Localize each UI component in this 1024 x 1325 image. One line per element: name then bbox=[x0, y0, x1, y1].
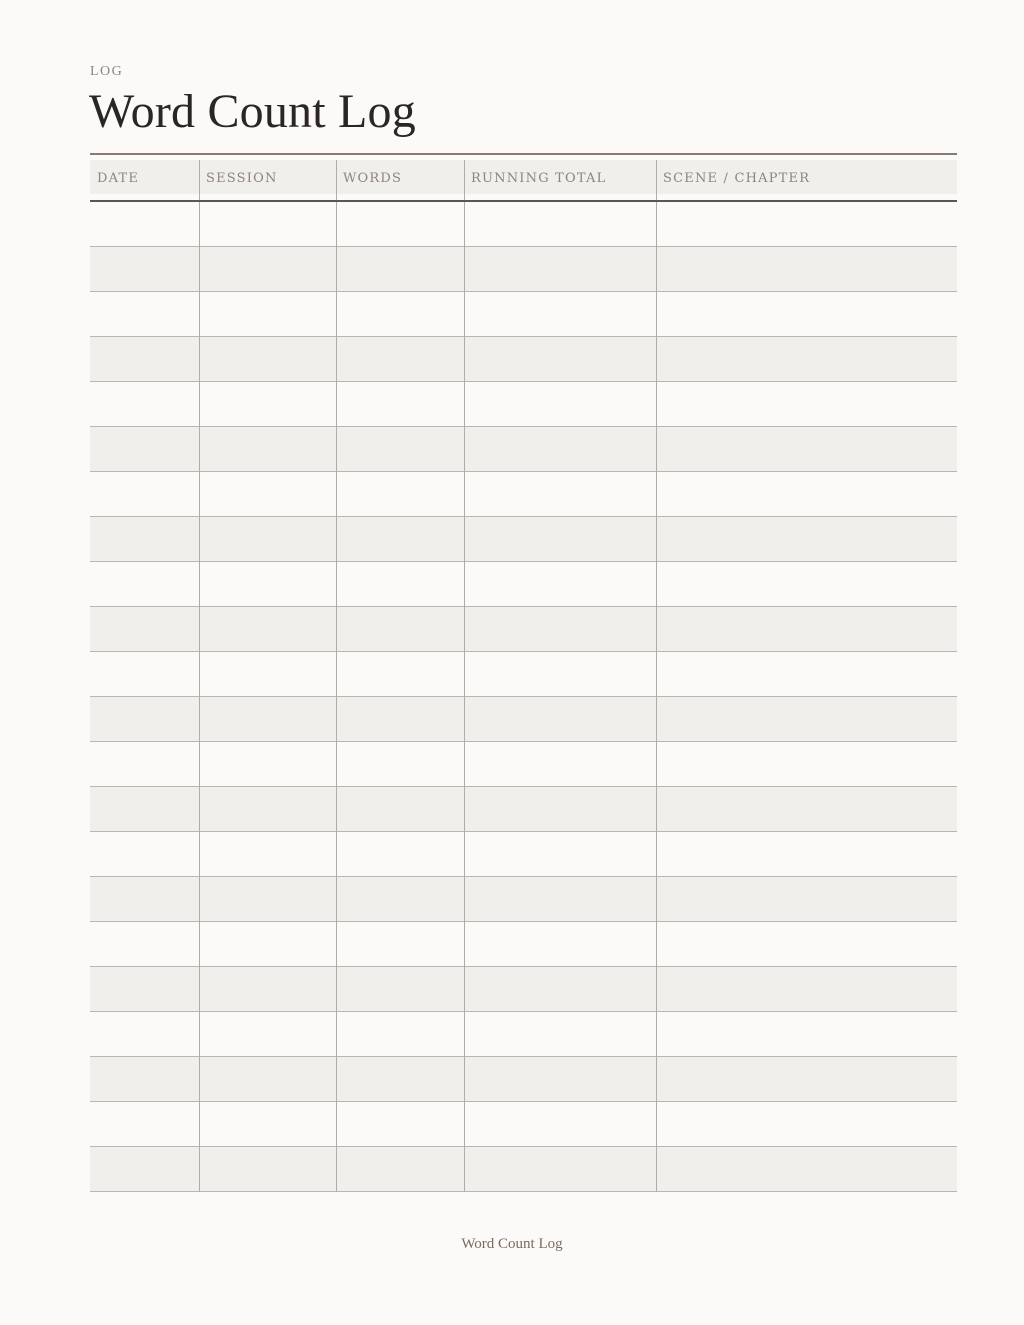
cell-date[interactable] bbox=[90, 1102, 199, 1146]
column-divider bbox=[199, 1102, 200, 1147]
cell-date[interactable] bbox=[90, 202, 199, 246]
cell-running-total[interactable] bbox=[464, 877, 656, 921]
table-row bbox=[90, 562, 957, 607]
page-title: Word Count Log bbox=[89, 85, 416, 138]
cell-session[interactable] bbox=[199, 877, 336, 921]
table-row bbox=[90, 787, 957, 832]
cell-date[interactable] bbox=[90, 472, 199, 516]
cell-scene-chapter[interactable] bbox=[656, 427, 957, 471]
column-divider bbox=[199, 877, 200, 922]
cell-date[interactable] bbox=[90, 247, 199, 291]
column-divider bbox=[336, 472, 337, 517]
column-divider bbox=[336, 1012, 337, 1057]
cell-session[interactable] bbox=[199, 1147, 336, 1191]
cell-date[interactable] bbox=[90, 787, 199, 831]
column-divider bbox=[199, 787, 200, 832]
column-header-running-total: RUNNING TOTAL bbox=[471, 171, 607, 186]
cell-scene-chapter[interactable] bbox=[656, 247, 957, 291]
header-column-divider bbox=[656, 194, 657, 200]
column-divider bbox=[199, 337, 200, 382]
cell-session[interactable] bbox=[199, 1012, 336, 1056]
column-divider bbox=[656, 967, 657, 1012]
header-column-divider bbox=[199, 194, 200, 200]
cell-scene-chapter[interactable] bbox=[656, 742, 957, 786]
cell-scene-chapter[interactable] bbox=[656, 877, 957, 921]
column-divider bbox=[656, 1012, 657, 1057]
column-divider bbox=[199, 607, 200, 652]
cell-session[interactable] bbox=[199, 337, 336, 381]
cell-running-total[interactable] bbox=[464, 787, 656, 831]
header-spacer bbox=[90, 194, 957, 200]
table-row bbox=[90, 427, 957, 472]
column-divider bbox=[656, 742, 657, 787]
column-divider bbox=[336, 1147, 337, 1192]
cell-running-total[interactable] bbox=[464, 382, 656, 426]
column-divider bbox=[464, 877, 465, 922]
cell-scene-chapter[interactable] bbox=[656, 1012, 957, 1056]
column-divider bbox=[464, 922, 465, 967]
cell-words[interactable] bbox=[336, 652, 464, 696]
cell-scene-chapter[interactable] bbox=[656, 922, 957, 966]
cell-scene-chapter[interactable] bbox=[656, 967, 957, 1011]
cell-words[interactable] bbox=[336, 1102, 464, 1146]
cell-date[interactable] bbox=[90, 697, 199, 741]
column-divider bbox=[199, 967, 200, 1012]
title-divider bbox=[90, 153, 957, 155]
column-divider bbox=[199, 472, 200, 517]
column-divider bbox=[199, 652, 200, 697]
column-divider bbox=[464, 967, 465, 1012]
table-row bbox=[90, 517, 957, 562]
column-header-date: DATE bbox=[97, 171, 140, 186]
cell-running-total[interactable] bbox=[464, 202, 656, 246]
cell-date[interactable] bbox=[90, 292, 199, 336]
cell-date[interactable] bbox=[90, 1057, 199, 1101]
column-header-session: SESSION bbox=[206, 171, 278, 186]
table-body bbox=[90, 202, 957, 1192]
cell-date[interactable] bbox=[90, 607, 199, 651]
header-column-divider bbox=[464, 160, 465, 194]
cell-words[interactable] bbox=[336, 1147, 464, 1191]
column-divider bbox=[464, 472, 465, 517]
cell-running-total[interactable] bbox=[464, 697, 656, 741]
cell-words[interactable] bbox=[336, 877, 464, 921]
column-divider bbox=[199, 427, 200, 472]
column-divider bbox=[336, 1102, 337, 1147]
cell-session[interactable] bbox=[199, 742, 336, 786]
column-divider bbox=[199, 562, 200, 607]
column-divider bbox=[656, 1057, 657, 1102]
cell-words[interactable] bbox=[336, 1057, 464, 1101]
cell-date[interactable] bbox=[90, 877, 199, 921]
cell-session[interactable] bbox=[199, 247, 336, 291]
column-divider bbox=[336, 1057, 337, 1102]
cell-session[interactable] bbox=[199, 202, 336, 246]
column-divider bbox=[464, 517, 465, 562]
cell-session[interactable] bbox=[199, 607, 336, 651]
column-divider bbox=[464, 832, 465, 877]
column-divider bbox=[336, 922, 337, 967]
cell-date[interactable] bbox=[90, 337, 199, 381]
cell-scene-chapter[interactable] bbox=[656, 202, 957, 246]
column-divider bbox=[199, 247, 200, 292]
table-row bbox=[90, 742, 957, 787]
column-divider bbox=[464, 292, 465, 337]
column-divider bbox=[199, 382, 200, 427]
cell-date[interactable] bbox=[90, 562, 199, 606]
column-divider bbox=[464, 697, 465, 742]
cell-scene-chapter[interactable] bbox=[656, 787, 957, 831]
cell-running-total[interactable] bbox=[464, 922, 656, 966]
table-row bbox=[90, 1057, 957, 1102]
page-footer: Word Count Log bbox=[461, 1236, 563, 1252]
table-row bbox=[90, 202, 957, 247]
column-divider bbox=[656, 247, 657, 292]
cell-running-total[interactable] bbox=[464, 1102, 656, 1146]
cell-date[interactable] bbox=[90, 742, 199, 786]
column-divider bbox=[656, 922, 657, 967]
cell-running-total[interactable] bbox=[464, 652, 656, 696]
table-row bbox=[90, 472, 957, 517]
table-row bbox=[90, 247, 957, 292]
table-header-row bbox=[90, 160, 957, 194]
column-divider bbox=[464, 202, 465, 247]
column-divider bbox=[656, 832, 657, 877]
cell-session[interactable] bbox=[199, 427, 336, 471]
cell-session[interactable] bbox=[199, 697, 336, 741]
cell-running-total[interactable] bbox=[464, 742, 656, 786]
header-column-divider bbox=[336, 160, 337, 194]
cell-scene-chapter[interactable] bbox=[656, 1057, 957, 1101]
table-row bbox=[90, 1147, 957, 1192]
cell-scene-chapter[interactable] bbox=[656, 337, 957, 381]
column-divider bbox=[336, 427, 337, 472]
table-row bbox=[90, 1012, 957, 1057]
table-row bbox=[90, 922, 957, 967]
column-divider bbox=[336, 247, 337, 292]
cell-date[interactable] bbox=[90, 1012, 199, 1056]
column-divider bbox=[199, 742, 200, 787]
cell-date[interactable] bbox=[90, 1147, 199, 1191]
column-divider bbox=[464, 1057, 465, 1102]
column-divider bbox=[464, 427, 465, 472]
column-divider bbox=[199, 1147, 200, 1192]
column-divider bbox=[336, 967, 337, 1012]
table-row bbox=[90, 967, 957, 1012]
cell-date[interactable] bbox=[90, 427, 199, 471]
column-divider bbox=[656, 607, 657, 652]
cell-words[interactable] bbox=[336, 427, 464, 471]
column-divider bbox=[464, 382, 465, 427]
column-divider bbox=[336, 877, 337, 922]
cell-running-total[interactable] bbox=[464, 1057, 656, 1101]
column-divider bbox=[199, 517, 200, 562]
table-row bbox=[90, 292, 957, 337]
column-divider bbox=[336, 202, 337, 247]
cell-scene-chapter[interactable] bbox=[656, 562, 957, 606]
column-divider bbox=[199, 697, 200, 742]
column-divider bbox=[656, 652, 657, 697]
cell-session[interactable] bbox=[199, 652, 336, 696]
cell-session[interactable] bbox=[199, 292, 336, 336]
cell-words[interactable] bbox=[336, 562, 464, 606]
cell-scene-chapter[interactable] bbox=[656, 1147, 957, 1191]
cell-scene-chapter[interactable] bbox=[656, 292, 957, 336]
cell-words[interactable] bbox=[336, 517, 464, 561]
column-divider bbox=[336, 292, 337, 337]
cell-running-total[interactable] bbox=[464, 832, 656, 876]
column-divider bbox=[656, 517, 657, 562]
column-header-words: WORDS bbox=[343, 171, 403, 186]
column-divider bbox=[336, 517, 337, 562]
cell-session[interactable] bbox=[199, 562, 336, 606]
column-divider bbox=[656, 202, 657, 247]
column-divider bbox=[464, 742, 465, 787]
cell-scene-chapter[interactable] bbox=[656, 517, 957, 561]
column-divider bbox=[336, 652, 337, 697]
column-divider bbox=[199, 1012, 200, 1057]
column-divider bbox=[464, 652, 465, 697]
column-divider bbox=[199, 202, 200, 247]
cell-scene-chapter[interactable] bbox=[656, 652, 957, 696]
cell-date[interactable] bbox=[90, 832, 199, 876]
column-divider bbox=[656, 1102, 657, 1147]
column-divider bbox=[656, 337, 657, 382]
cell-words[interactable] bbox=[336, 382, 464, 426]
column-divider bbox=[464, 337, 465, 382]
cell-words[interactable] bbox=[336, 922, 464, 966]
cell-words[interactable] bbox=[336, 697, 464, 741]
table-row bbox=[90, 832, 957, 877]
column-divider bbox=[199, 832, 200, 877]
header-column-divider bbox=[199, 160, 200, 194]
cell-words[interactable] bbox=[336, 202, 464, 246]
cell-running-total[interactable] bbox=[464, 517, 656, 561]
column-divider bbox=[656, 427, 657, 472]
header-column-divider bbox=[336, 194, 337, 200]
cell-words[interactable] bbox=[336, 967, 464, 1011]
cell-words[interactable] bbox=[336, 607, 464, 651]
column-divider bbox=[656, 877, 657, 922]
column-divider bbox=[336, 382, 337, 427]
column-divider bbox=[656, 697, 657, 742]
table-row bbox=[90, 697, 957, 742]
table-row bbox=[90, 382, 957, 427]
cell-words[interactable] bbox=[336, 1012, 464, 1056]
column-divider bbox=[336, 742, 337, 787]
column-divider bbox=[656, 292, 657, 337]
column-divider bbox=[199, 922, 200, 967]
cell-words[interactable] bbox=[336, 247, 464, 291]
cell-running-total[interactable] bbox=[464, 607, 656, 651]
header-column-divider bbox=[464, 194, 465, 200]
cell-date[interactable] bbox=[90, 382, 199, 426]
cell-session[interactable] bbox=[199, 517, 336, 561]
cell-date[interactable] bbox=[90, 517, 199, 561]
cell-scene-chapter[interactable] bbox=[656, 1102, 957, 1146]
column-divider bbox=[656, 382, 657, 427]
table-row bbox=[90, 337, 957, 382]
column-divider bbox=[464, 562, 465, 607]
page-eyebrow-label: LOG bbox=[90, 64, 124, 79]
column-divider bbox=[464, 1012, 465, 1057]
column-divider bbox=[656, 472, 657, 517]
cell-scene-chapter[interactable] bbox=[656, 472, 957, 516]
cell-running-total[interactable] bbox=[464, 472, 656, 516]
cell-session[interactable] bbox=[199, 472, 336, 516]
column-divider bbox=[336, 337, 337, 382]
cell-session[interactable] bbox=[199, 787, 336, 831]
cell-running-total[interactable] bbox=[464, 427, 656, 471]
column-divider bbox=[336, 562, 337, 607]
table-row bbox=[90, 607, 957, 652]
cell-scene-chapter[interactable] bbox=[656, 382, 957, 426]
cell-scene-chapter[interactable] bbox=[656, 607, 957, 651]
cell-session[interactable] bbox=[199, 382, 336, 426]
cell-running-total[interactable] bbox=[464, 1012, 656, 1056]
table-row bbox=[90, 652, 957, 697]
cell-words[interactable] bbox=[336, 787, 464, 831]
column-divider bbox=[336, 832, 337, 877]
cell-session[interactable] bbox=[199, 922, 336, 966]
cell-scene-chapter[interactable] bbox=[656, 697, 957, 741]
header-column-divider bbox=[656, 160, 657, 194]
cell-words[interactable] bbox=[336, 742, 464, 786]
cell-running-total[interactable] bbox=[464, 247, 656, 291]
cell-session[interactable] bbox=[199, 1057, 336, 1101]
cell-words[interactable] bbox=[336, 337, 464, 381]
column-divider bbox=[336, 787, 337, 832]
column-header-scene-chapter: SCENE / CHAPTER bbox=[663, 171, 811, 186]
cell-words[interactable] bbox=[336, 472, 464, 516]
column-divider bbox=[464, 1102, 465, 1147]
column-divider bbox=[464, 247, 465, 292]
cell-running-total[interactable] bbox=[464, 1147, 656, 1191]
cell-session[interactable] bbox=[199, 832, 336, 876]
cell-date[interactable] bbox=[90, 967, 199, 1011]
cell-running-total[interactable] bbox=[464, 337, 656, 381]
cell-running-total[interactable] bbox=[464, 292, 656, 336]
column-divider bbox=[656, 562, 657, 607]
cell-date[interactable] bbox=[90, 652, 199, 696]
table-row bbox=[90, 1102, 957, 1147]
cell-running-total[interactable] bbox=[464, 967, 656, 1011]
column-divider bbox=[464, 607, 465, 652]
column-divider bbox=[199, 1057, 200, 1102]
cell-session[interactable] bbox=[199, 1102, 336, 1146]
column-divider bbox=[336, 697, 337, 742]
cell-date[interactable] bbox=[90, 922, 199, 966]
table-row bbox=[90, 877, 957, 922]
cell-running-total[interactable] bbox=[464, 562, 656, 606]
column-divider bbox=[336, 607, 337, 652]
cell-scene-chapter[interactable] bbox=[656, 832, 957, 876]
column-divider bbox=[656, 787, 657, 832]
cell-session[interactable] bbox=[199, 967, 336, 1011]
column-divider bbox=[656, 1147, 657, 1192]
column-divider bbox=[199, 292, 200, 337]
column-divider bbox=[464, 787, 465, 832]
word-count-table bbox=[90, 160, 957, 1192]
cell-words[interactable] bbox=[336, 292, 464, 336]
cell-words[interactable] bbox=[336, 832, 464, 876]
column-divider bbox=[464, 1147, 465, 1192]
